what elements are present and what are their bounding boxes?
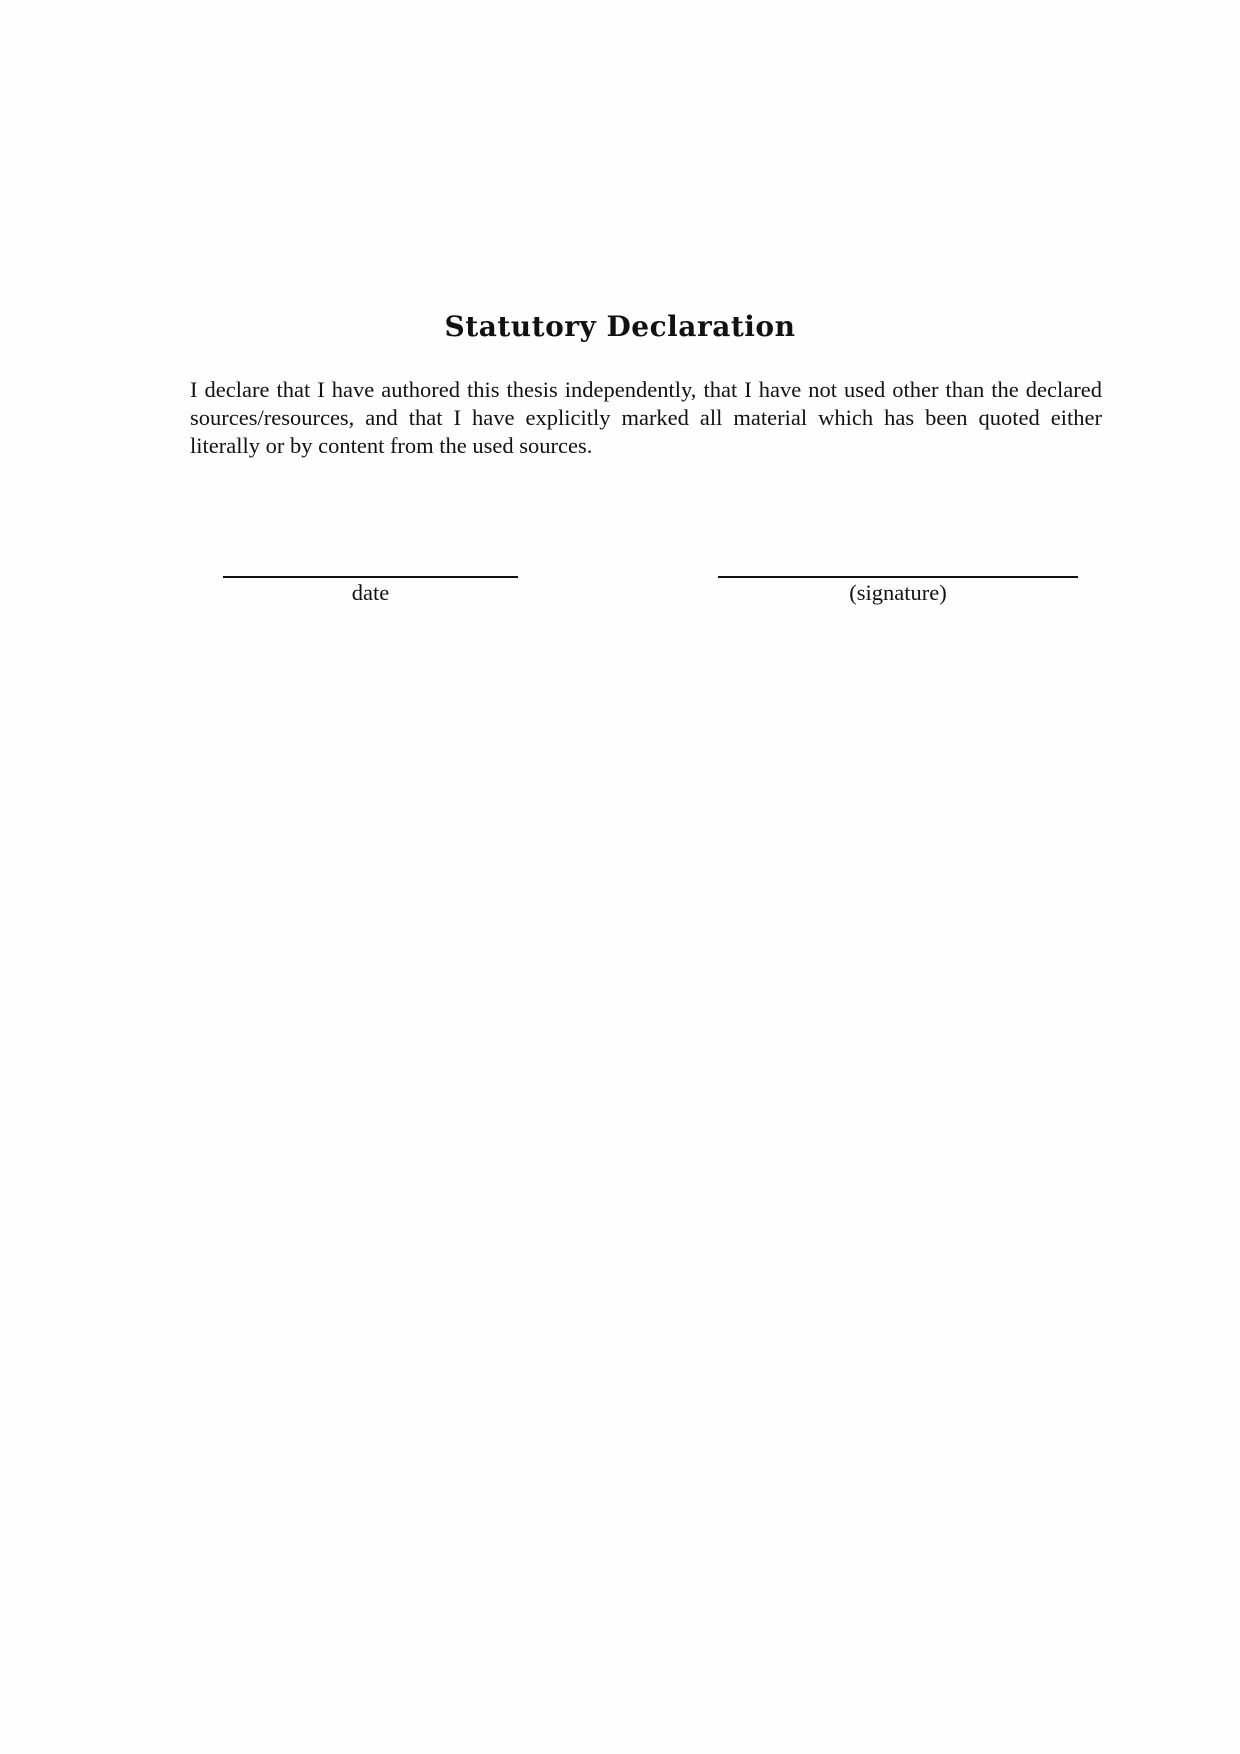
- page-title: Statutory Declaration: [444, 310, 796, 343]
- signature-label: (signature): [849, 580, 947, 605]
- signature-field: [718, 576, 1078, 606]
- date-field: [223, 576, 518, 606]
- declaration-text: I declare that I have authored this thesis independently, that I have not used other than the declared sources/resources, and that I have explicitly marked all material which has been quoted either literally or by content from the used sources.: [190, 377, 1102, 458]
- date-label: date: [351, 580, 390, 605]
- date-line: [223, 576, 518, 578]
- signature-line: [718, 576, 1078, 578]
